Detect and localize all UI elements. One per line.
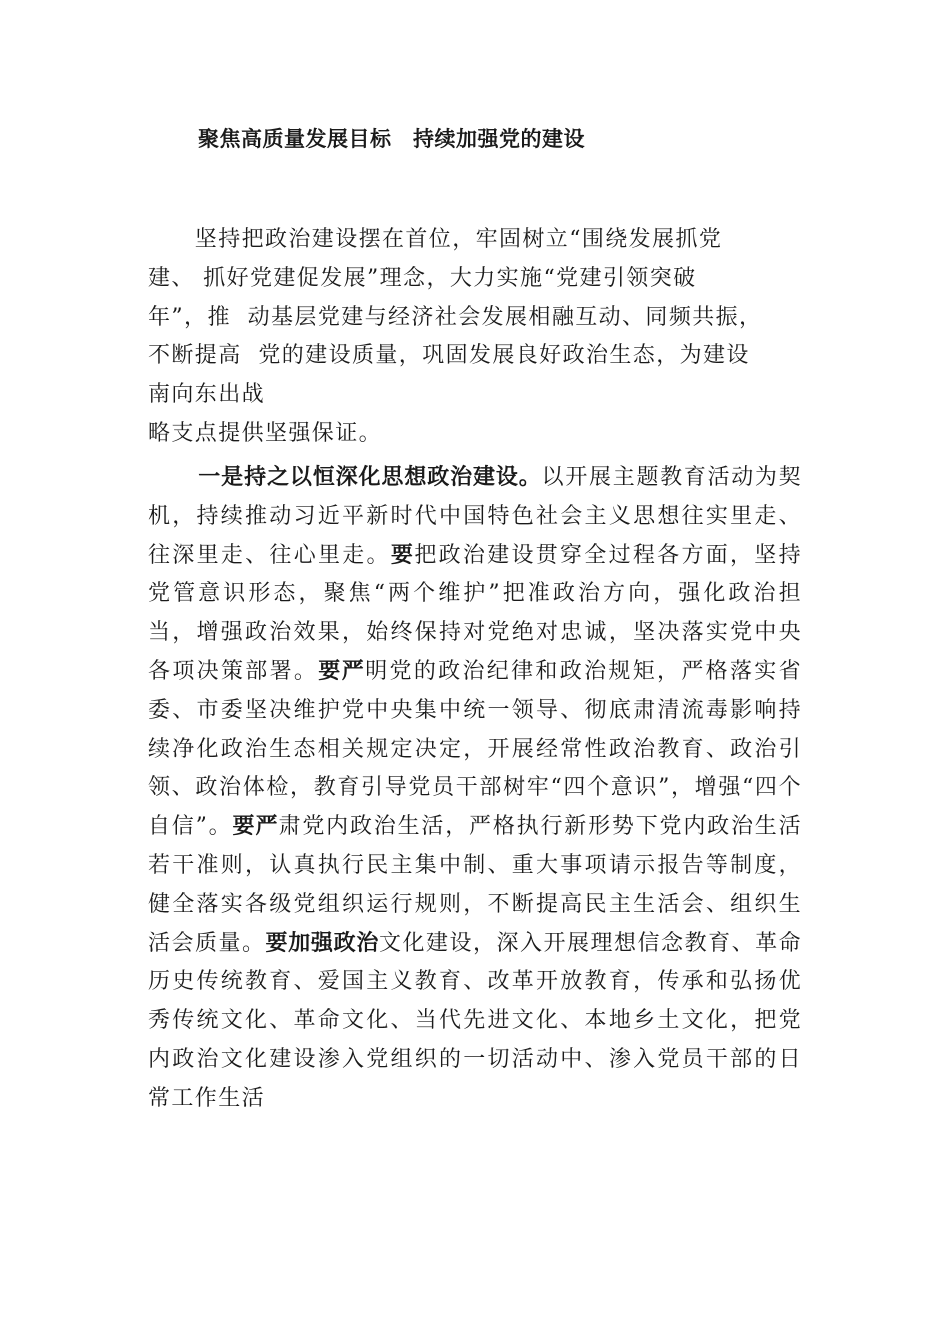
body-text: 把政治建设贯穿全过程各方面，坚持党管意识形态，聚焦“两个维护”把准政治方向，强化政治担当，增强政治效果，始终保持对党绝对忠诚，坚决落实党中央各项决策部署。: [148, 542, 802, 684]
intro-line: 建、 抓好党建促发展”理念，大力实施“党建引领突破: [148, 265, 697, 291]
emphasis-text: 要加强政治: [265, 930, 380, 956]
document-title: 聚焦高质量发展目标 持续加强党的建设: [198, 127, 585, 151]
section-heading: 一是持之以恒深化思想政治建设。: [198, 465, 542, 490]
intro-line: 坚持把政治建设摆在首位，牢固树立“围绕发展抓党: [148, 227, 723, 252]
emphasis-text: 要严: [232, 814, 279, 840]
intro-paragraph: [148, 221, 802, 454]
intro-line: 略支点提供坚强保证。: [148, 420, 383, 446]
body-text: 明党的政治纪律和政治规矩，严格落实省委、市委坚决维护党中央集中统一领导、彻底肃清流毒影响持续净化政治生态相关规定决定，开展经常性政治教育、政治引领、政治体检，教育引导党员干部树牢“四个意识”，增强“四个自信”。: [148, 658, 802, 840]
body-text: 肃党内政治生活，严格执行新形势下党内政治生活若干准则，认真执行民主集中制、重大事项请示报告等制度，健全落实各级党组织运行规则，不断提高民主生活会、组织生活会质量。: [148, 814, 802, 956]
intro-line: 年”，推 动基层党建与经济社会发展相融互动、同频共振，: [148, 304, 763, 330]
section-paragraph: [148, 459, 802, 1119]
intro-line: 南向东出战: [148, 382, 266, 408]
body-text: 文化建设，深入开展理想信念教育、革命历史传统教育、爱国主义教育、改革开放教育，传承和弘扬优秀传统文化、革命文化、当代先进文化、本地乡土文化，把党内政治文化建设渗入党组织的一切活动中、渗入党员干部的日常工作生活: [148, 930, 802, 1111]
emphasis-text: 要: [390, 542, 415, 568]
body-text: 以开展主题教育活动为契机，持续推动习近平新时代中国特色社会主义思想往实里走、往深里走、往心里走。: [148, 465, 802, 568]
intro-line: 不断提高 党的建设质量，巩固发展良好政治生态，为建设: [148, 343, 750, 369]
emphasis-text: 要严: [318, 658, 366, 684]
